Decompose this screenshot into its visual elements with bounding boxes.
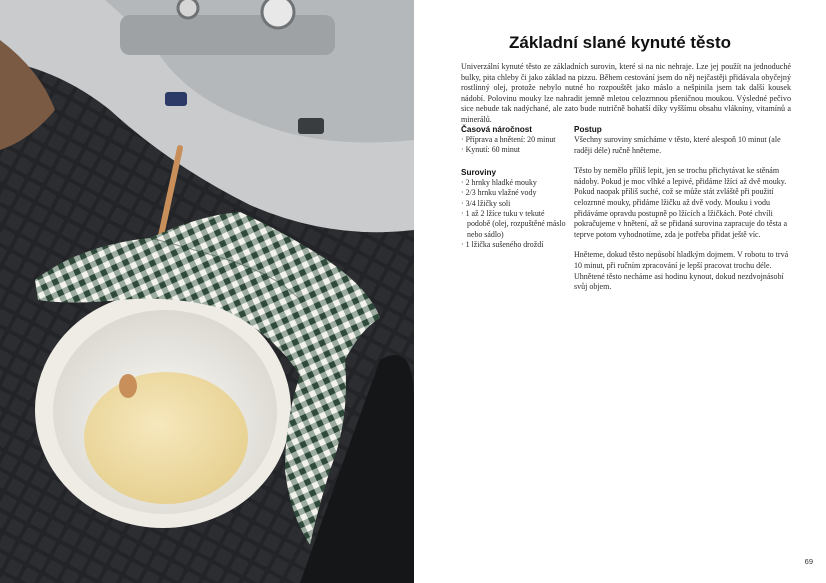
- recipe-title: Základní slané kynuté těsto: [508, 33, 731, 52]
- recipe-sidebar: [461, 125, 569, 263]
- list-item: · Příprava a hnětení: 20 minut: [461, 135, 569, 145]
- recipe-method: [574, 125, 792, 303]
- list-item: · 1 lžička sušeného droždí: [461, 240, 569, 250]
- recipe-intro: Univerzální kynuté těsto ze základních surovin, které si na nic nehraje. Lze jej použít na jednoduché bulky, pita chleby či jako základ na pizzu. Během cestování jsem do něj nejčastěji přidávala obyčejný rostlinný olej, protože nebylo nutné ho rozpouštět jako máslo a nešpinila jsem tak další kousek nádobí. Polovinu mouky lze nahradit jemně mletou celozrnnou pšeničnou moukou. Výsledné pečivo sice nebude tak nadýchané, ale zato bude nutričně bohatší díky vyššímu obsahu vlákniny, vitamínů a minerálů.: [461, 62, 791, 124]
- recipe-page: [414, 0, 826, 583]
- method-paragraph: Těsto by nemělo příliš lepit, jen se trochu přichytávat ke stěnám nádoby. Pokud je moc vlhké a lepivé, přidáme lžíci až dvě mouky. Pokud naopak příliš suché, což se může stát zvláště při použití celozrnné mouky, přidáme lžičku až dvě vody. Mouku i vodu přidáváme opravdu postupně po lžících a lžičkách. Poté chvíli pokračujeme v hnětení, až se přidaná surovina zapracuje do těsta a teprve potom vyhodnotíme, zda je potřeba přidat ještě víc.: [574, 166, 788, 239]
- list-item: · 2/3 hrnku vlažné vody: [461, 188, 569, 198]
- time-heading: Časová náročnost: [461, 125, 532, 134]
- method-paragraph: Hněteme, dokud těsto nepůsobí hladkým dojmem. V robotu to trvá 10 minut, při ručním zpracování je lepší pracovat trochu déle. Uhnětené těsto necháme asi hodinu kynout, dokud nezdvojnásobí svůj objem.: [574, 250, 789, 292]
- list-item: · 1 až 2 lžíce tuku v tekuté podobě (olej, rozpuštěné máslo nebo sádlo): [461, 209, 569, 240]
- ingredients-list: [461, 178, 569, 251]
- list-item: · Kynutí: 60 minut: [461, 145, 569, 155]
- time-list: [461, 135, 569, 156]
- method-paragraph: Všechny suroviny smícháme v těstо, které alespoň 10 minut (ale raději déle) ručně hněteme.: [574, 135, 781, 155]
- ingredients-heading: Suroviny: [461, 167, 497, 177]
- page-number: 69: [804, 557, 813, 566]
- list-item: · 2 hrnky hladké mouky: [461, 178, 569, 188]
- method-heading: Postup: [574, 125, 602, 134]
- list-item: · 3/4 lžičky soli: [461, 199, 569, 209]
